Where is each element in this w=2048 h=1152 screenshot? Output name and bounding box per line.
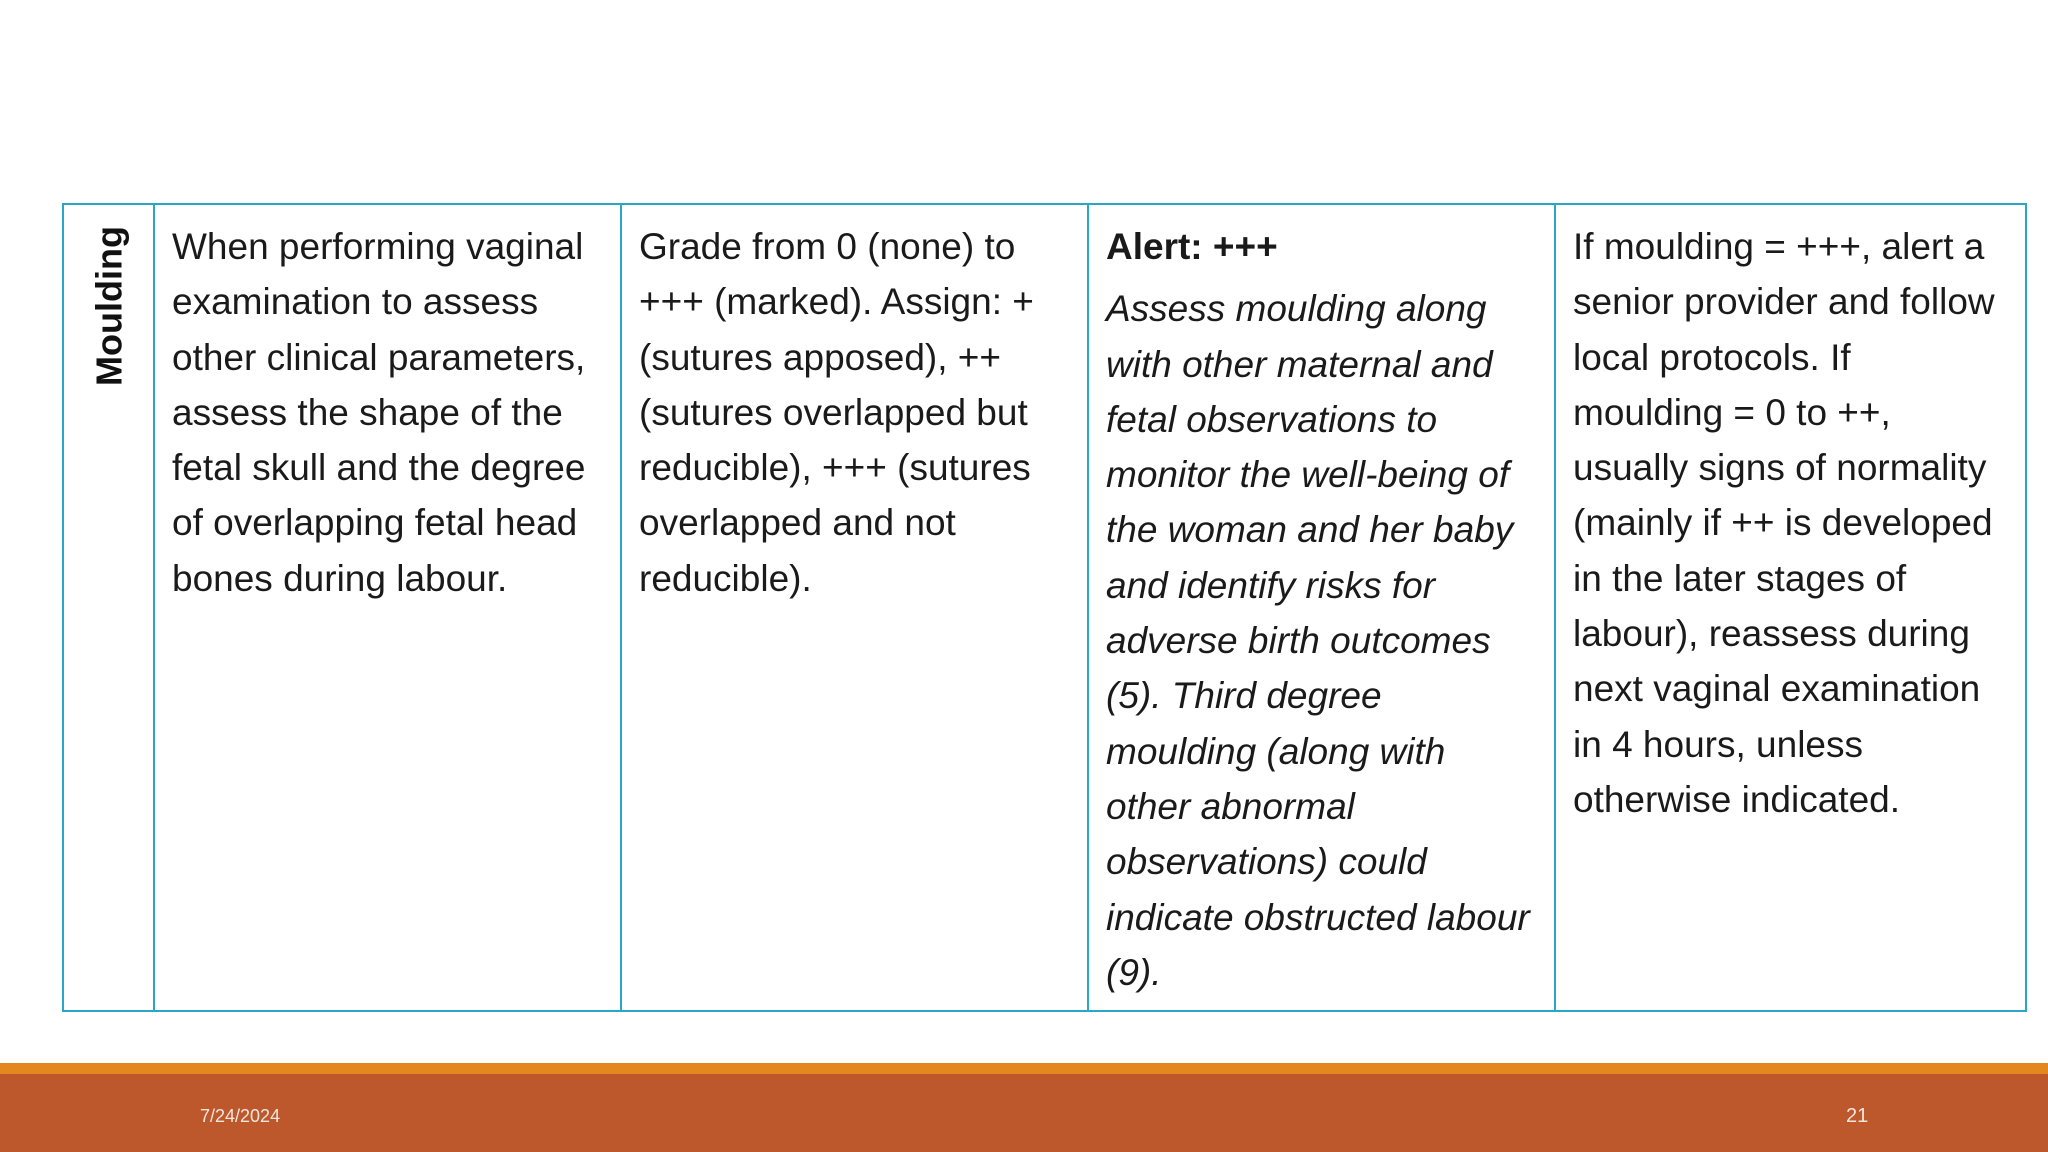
- footer-bar: [0, 1063, 2048, 1152]
- grading-cell: [621, 204, 1088, 1011]
- slide-number: 21: [1846, 1105, 1869, 1127]
- action-text: If moulding = +++, alert a senior provider and follow local protocols. If moulding = 0 to ++, usually signs of normality (mainly if ++ is developed in the later stages of labour), reassess during next vaginal examination in 4 hours, unless otherwise indicated.: [1573, 226, 1995, 820]
- grading-text: Grade from 0 (none) to +++ (marked). Assign: + (sutures apposed), ++ (sutures overlapped but reducible), +++ (sutures overlapped and not reducible).: [639, 226, 1034, 599]
- row-label-cell: [63, 204, 154, 1011]
- description-cell: [154, 204, 621, 1011]
- footer-accent-stripe: [0, 1063, 2048, 1074]
- alert-cell: [1088, 204, 1555, 1011]
- description-text: When performing vaginal examination to assess other clinical parameters, assess the shape of the fetal skull and the degree of overlapping fetal head bones during labour.: [172, 226, 586, 599]
- alert-heading: Alert: +++: [1106, 226, 1278, 267]
- row-label-moulding: Moulding: [87, 226, 129, 386]
- table-row: [63, 204, 2026, 1011]
- footer-date: 7/24/2024: [200, 1106, 281, 1126]
- moulding-table: [62, 203, 2027, 1012]
- alert-rationale-text: Assess moulding along with other maternal and fetal observations to monitor the well-being of the woman and her baby and identify risks for adverse birth outcomes (5). Third degree moulding (along with other abnormal observations) could indicate obstructed labour (9).: [1106, 288, 1530, 993]
- action-cell: [1555, 204, 2026, 1011]
